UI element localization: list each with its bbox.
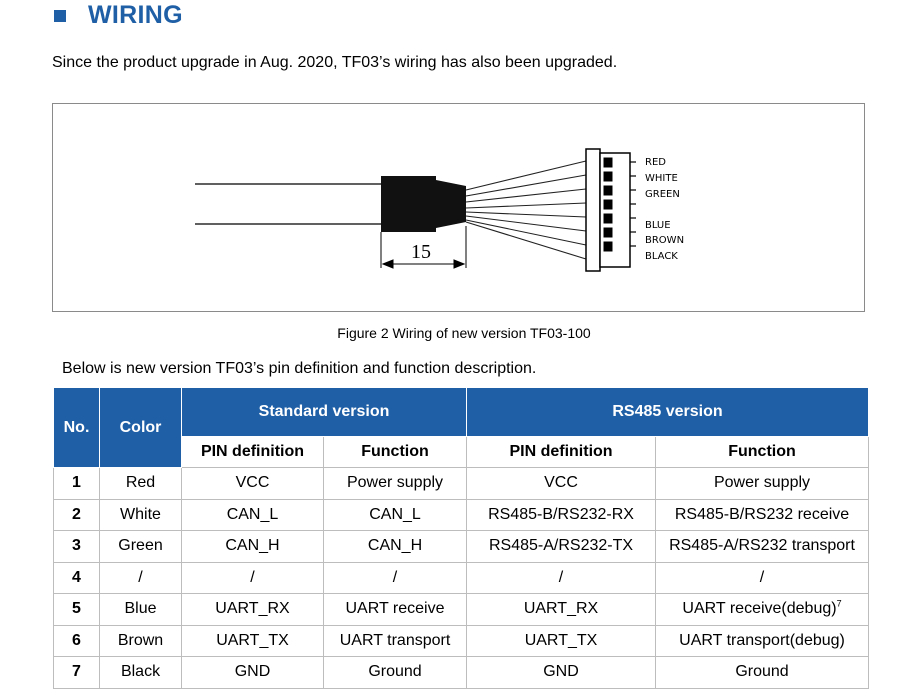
cell-text: 5 bbox=[72, 600, 81, 618]
cell-text: / bbox=[250, 568, 255, 586]
cell-text: UART transport bbox=[339, 631, 451, 649]
header-rs-pin: PIN definition bbox=[467, 437, 656, 468]
cell-text: / bbox=[558, 568, 564, 586]
cell-text: VCC bbox=[544, 474, 578, 492]
cell-std-pin bbox=[182, 562, 324, 594]
cell-rs-pin bbox=[467, 531, 656, 563]
cell-text: / bbox=[138, 568, 143, 586]
cell-std-pin bbox=[182, 468, 324, 500]
cell-no bbox=[54, 562, 100, 594]
cell-rs-func bbox=[656, 531, 869, 563]
table-row bbox=[54, 499, 869, 531]
cell-text: Black bbox=[120, 663, 161, 681]
fanout-wires bbox=[466, 161, 586, 259]
cell-rs-func bbox=[656, 625, 869, 657]
cell-text: UART receive bbox=[345, 600, 445, 618]
cell-std-func bbox=[324, 468, 467, 500]
cell-text: 2 bbox=[72, 505, 81, 523]
cell-text: UART transport(debug) bbox=[679, 631, 845, 649]
pin-rows bbox=[54, 468, 869, 689]
header-no: No. bbox=[54, 388, 100, 468]
cell-text: RS485-A/RS232 transport bbox=[669, 537, 855, 555]
cell-text: CAN_H bbox=[225, 537, 280, 555]
cell-rs-func bbox=[656, 562, 869, 594]
cell-text: / bbox=[759, 568, 765, 586]
cell-text: CAN_H bbox=[367, 537, 423, 555]
table-row bbox=[54, 531, 869, 563]
cell-text: Ground bbox=[735, 663, 789, 681]
cell-text: GND bbox=[543, 663, 579, 681]
table-row bbox=[54, 625, 869, 657]
cell-text: Ground bbox=[368, 663, 422, 681]
cell-text: UART_TX bbox=[216, 631, 289, 649]
cell-rs-pin bbox=[467, 594, 656, 626]
footnote-marker: 7 bbox=[836, 598, 842, 609]
cell-no bbox=[54, 468, 100, 500]
cell-std-func bbox=[324, 594, 467, 626]
cell-std-pin bbox=[182, 625, 324, 657]
section-header bbox=[54, 0, 183, 30]
cell-text: 1 bbox=[72, 474, 81, 492]
wire-label-red: RED bbox=[645, 157, 666, 168]
cell-color bbox=[100, 499, 182, 531]
wiring-figure bbox=[52, 103, 865, 312]
cell-text: RS485-B/RS232 receive bbox=[674, 505, 850, 523]
cell-text: CAN_L bbox=[369, 505, 421, 523]
cell-rs-func bbox=[656, 499, 869, 531]
cell-text: GND bbox=[234, 663, 271, 681]
cell-text: Red bbox=[125, 474, 156, 492]
cell-color bbox=[100, 594, 182, 626]
cell-rs-func bbox=[656, 594, 869, 626]
wire-label-black: BLACK bbox=[645, 251, 678, 262]
cell-text: UART_RX bbox=[215, 600, 290, 618]
wire-label-brown: BROWN bbox=[645, 235, 685, 246]
cell-rs-pin bbox=[467, 625, 656, 657]
cell-rs-pin bbox=[467, 657, 656, 689]
cell-text: VCC bbox=[235, 474, 270, 492]
cell-color bbox=[100, 531, 182, 563]
cell-text: Power supply bbox=[346, 474, 444, 492]
section-title: WIRING bbox=[88, 0, 183, 29]
cell-text: RS485-A/RS232-TX bbox=[488, 537, 634, 555]
wire-label-white: WHITE bbox=[645, 173, 678, 184]
heat-shrink-sleeve bbox=[381, 176, 436, 232]
figure-caption: Figure 2 Wiring of new version TF03-100 bbox=[337, 325, 591, 341]
wire-label-green: GREEN bbox=[645, 189, 680, 200]
cell-no bbox=[54, 657, 100, 689]
cell-text: Brown bbox=[117, 631, 164, 649]
cell-std-func bbox=[324, 562, 467, 594]
pin-definition-table bbox=[53, 387, 869, 689]
cell-text: CAN_L bbox=[226, 505, 279, 523]
cell-std-func bbox=[324, 625, 467, 657]
cell-text: 7 bbox=[72, 663, 81, 681]
cell-std-pin bbox=[182, 594, 324, 626]
cell-text: 3 bbox=[72, 537, 81, 555]
table-intro-text: Below is new version TF03’s pin definition and function description. bbox=[62, 360, 537, 377]
intro-text: Since the product upgrade in Aug. 2020, TF03’s wiring has also been upgraded. bbox=[52, 54, 618, 71]
cell-text: 4 bbox=[72, 568, 81, 586]
cell-std-pin bbox=[182, 499, 324, 531]
cell-text: UART_TX bbox=[524, 631, 598, 649]
cell-no bbox=[54, 531, 100, 563]
cell-std-pin bbox=[182, 657, 324, 689]
cell-text: Green bbox=[118, 537, 163, 555]
cell-color bbox=[100, 625, 182, 657]
cell-rs-func bbox=[656, 468, 869, 500]
cell-std-pin bbox=[182, 531, 324, 563]
cell-text: White bbox=[120, 505, 161, 523]
wire-label-group bbox=[645, 157, 684, 262]
cell-std-func bbox=[324, 499, 467, 531]
header-std-function: Function bbox=[324, 437, 467, 468]
cell-text: Power supply bbox=[713, 474, 811, 492]
dimension-label: 15 bbox=[411, 241, 431, 263]
cell-rs-func bbox=[656, 657, 869, 689]
cell-rs-pin bbox=[467, 499, 656, 531]
table-row bbox=[54, 562, 869, 594]
header-standard-version: Standard version bbox=[182, 388, 467, 437]
connector bbox=[586, 149, 636, 271]
table-row bbox=[54, 594, 869, 626]
cell-text: / bbox=[392, 568, 398, 586]
header-rs-function: Function bbox=[656, 437, 869, 468]
square-bullet-icon bbox=[54, 10, 66, 22]
sleeve-taper bbox=[436, 180, 466, 228]
cell-no bbox=[54, 499, 100, 531]
wiring-diagram bbox=[53, 104, 866, 313]
cell-text: UART_RX bbox=[523, 600, 599, 618]
cell-text: 6 bbox=[72, 631, 81, 649]
header-rs485-version: RS485 version bbox=[467, 388, 869, 437]
cell-color bbox=[100, 562, 182, 594]
cell-std-func bbox=[324, 531, 467, 563]
cell-std-func bbox=[324, 657, 467, 689]
cell-color bbox=[100, 468, 182, 500]
cell-text: Blue bbox=[124, 600, 157, 618]
cell-no bbox=[54, 594, 100, 626]
cell-no bbox=[54, 625, 100, 657]
cell-rs-pin bbox=[467, 468, 656, 500]
cell-color bbox=[100, 657, 182, 689]
wire-label-blue: BLUE bbox=[645, 220, 671, 231]
cell-rs-pin bbox=[467, 562, 656, 594]
table-row bbox=[54, 657, 869, 689]
cell-text: UART receive(debug) bbox=[682, 600, 837, 618]
cell-text: RS485-B/RS232-RX bbox=[488, 505, 634, 523]
header-std-pin: PIN definition bbox=[182, 437, 324, 468]
table-row bbox=[54, 468, 869, 500]
header-color: Color bbox=[100, 388, 182, 468]
